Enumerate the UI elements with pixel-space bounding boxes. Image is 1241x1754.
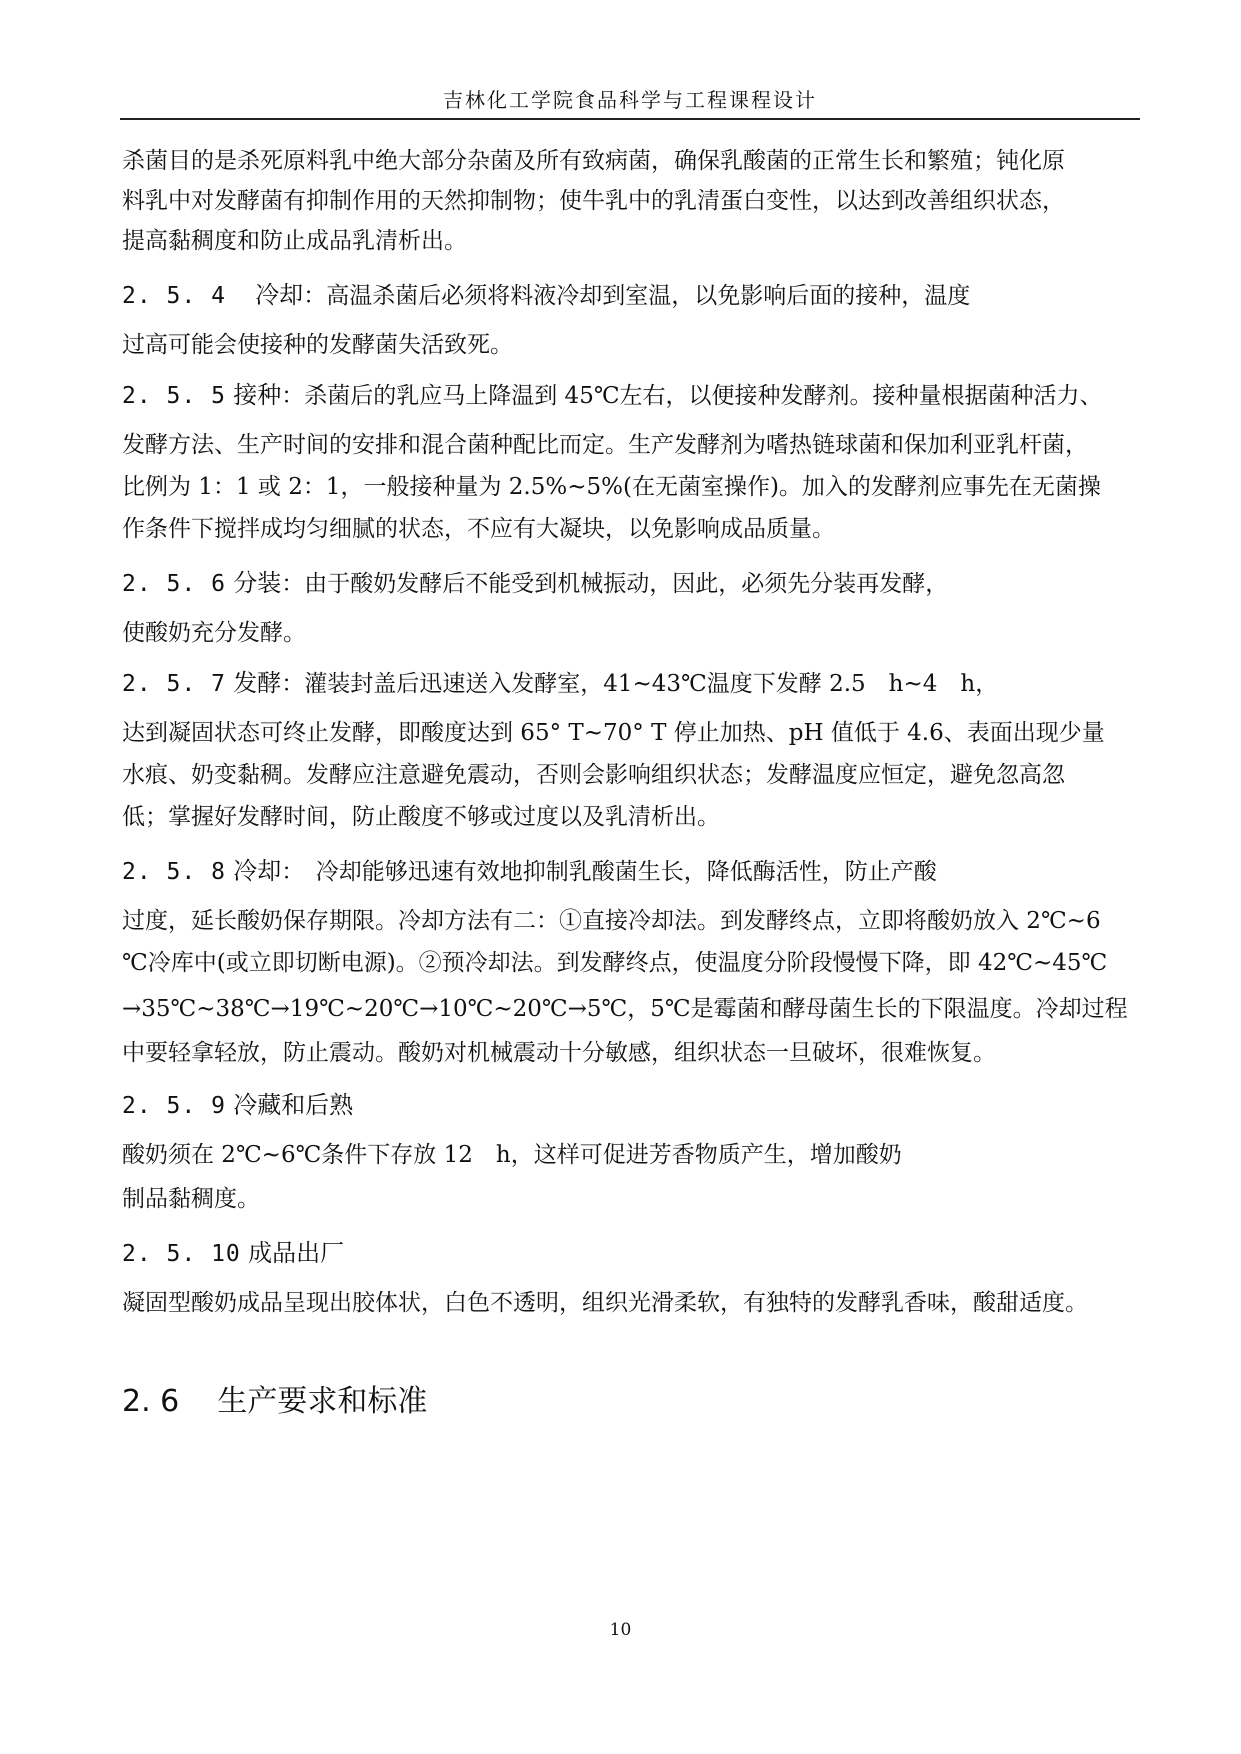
section-title: 生产要求和标准 [217,1384,428,1419]
section-text: ：高温杀菌后必须将料液冷却到室温，以免影响后面的接种，温度 [303,283,971,309]
running-header: 吉林化工学院食品科学与工程课程设计 [443,88,817,112]
section-2-5-7 [122,668,998,698]
paragraph-line: 酸奶须在 2℃~6℃条件下存放 12 h，这样可促进芳香物质产生，增加酸奶 [122,1142,902,1168]
section-2-5-4 [122,280,970,310]
section-number: 2. 6 [122,1384,180,1419]
section-title: 接种 [233,381,282,409]
section-number: 2. 5. 4 [122,283,226,309]
header-divider [120,118,1140,120]
section-number: 2. 5. 10 [122,1241,241,1267]
section-title: 发酵 [233,669,282,697]
section-title: 冷藏和后熟 [233,1091,354,1119]
section-2-5-6 [122,568,948,598]
section-text: ：灌装封盖后迅速送入发酵室，41~43℃温度下发酵 2.5 h~4 h， [281,671,999,697]
paragraph-line: 制品黏稠度。 [122,1186,260,1212]
paragraph-line: 中要轻拿轻放，防止震动。酸奶对机械震动十分敏感，组织状态一旦破坏，很难恢复。 [122,1040,996,1066]
section-title: 分装 [233,569,282,597]
chapter-heading-2-6 [122,1382,427,1422]
section-text: ：杀菌后的乳应马上降温到 45℃左右，以便接种发酵剂。接种量根据菌种活力、 [281,383,1103,409]
section-2-5-9 [122,1090,353,1120]
paragraph-line: 提高黏稠度和防止成品乳清析出。 [122,228,467,254]
paragraph-line: 过度，延长酸奶保存期限。冷却方法有二：①直接冷却法。到发酵终点，立即将酸奶放入 2℃~6 [122,908,1101,934]
section-number: 2. 5. 6 [122,571,226,597]
section-title: 成品出厂 [248,1239,345,1267]
paragraph-line: 达到凝固状态可终止发酵，即酸度达到 65° T~70° T 停止加热、pH 值低于 4.6、表面出现少量 [122,720,1105,746]
section-text: ：由于酸奶发酵后不能受到机械振动，因此，必须先分装再发酵， [281,571,949,597]
paragraph-line: 低；掌握好发酵时间，防止酸度不够或过度以及乳清析出。 [122,804,720,830]
paragraph-line: 料乳中对发酵菌有抑制作用的天然抑制物；使牛乳中的乳清蛋白变性，以达到改善组织状态， [122,188,1065,214]
paragraph-line: 比例为 1：1 或 2：1，一般接种量为 2.5%~5%(在无菌室操作)。加入的发酵剂应事先在无菌操 [122,474,1101,500]
paragraph-line: 作条件下搅拌成均匀细腻的状态，不应有大凝块，以免影响成品质量。 [122,516,835,542]
paragraph-line: 凝固型酸奶成品呈现出胶体状，白色不透明，组织光滑柔软，有独特的发酵乳香味，酸甜适度。 [122,1290,1088,1316]
paragraph-line: 水痕、奶变黏稠。发酵应注意避免震动，否则会影响组织状态；发酵温度应恒定，避免忽高忽 [122,762,1065,788]
paragraph-line: 杀菌目的是杀死原料乳中绝大部分杂菌及所有致病菌，确保乳酸菌的正常生长和繁殖；钝化原 [122,148,1065,174]
page-number: 10 [609,1620,632,1640]
section-number: 2. 5. 5 [122,383,226,409]
section-number: 2. 5. 7 [122,671,226,697]
section-number: 2. 5. 8 [122,859,226,885]
section-number: 2. 5. 9 [122,1093,226,1119]
section-text: ： 冷却能够迅速有效地抑制乳酸菌生长，降低酶活性，防止产酸 [281,859,937,885]
paragraph-line: 发酵方法、生产时间的安排和混合菌种配比而定。生产发酵剂为嗜热链球菌和保加利亚乳杆菌， [122,432,1088,458]
paragraph-line: ℃冷库中(或立即切断电源)。②预冷却法。到发酵终点，使温度分阶段慢慢下降，即 42℃~45℃ [122,950,1108,976]
section-title: 冷却 [233,857,282,885]
section-title: 冷却 [255,281,304,309]
paragraph-line: →35℃~38℃→19℃~20℃→10℃~20℃→5℃，5℃是霉菌和酵母菌生长的下限温度。冷却过程 [122,996,1128,1022]
section-2-5-10 [122,1238,344,1268]
paragraph-line: 使酸奶充分发酵。 [122,620,306,646]
section-2-5-5 [122,380,1103,410]
paragraph-line: 过高可能会使接种的发酵菌失活致死。 [122,332,513,358]
section-2-5-8 [122,856,937,886]
